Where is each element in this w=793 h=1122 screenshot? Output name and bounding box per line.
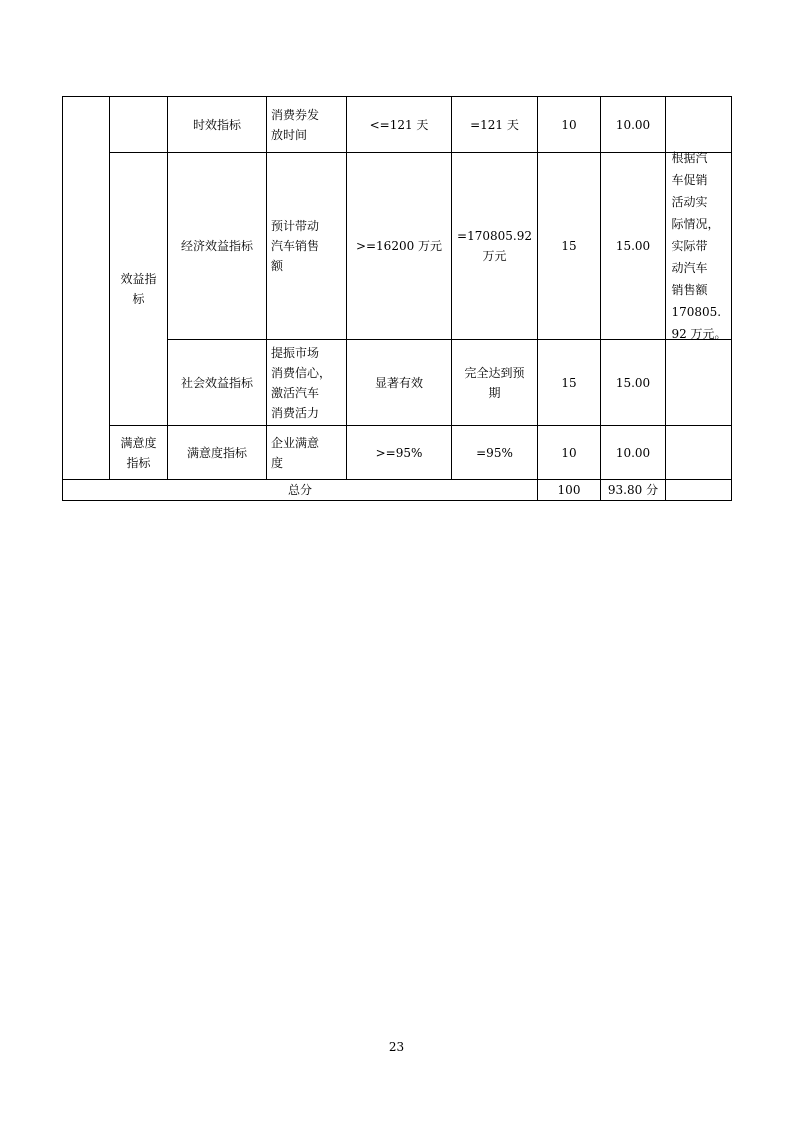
economic-weight-cell: 15 — [537, 152, 601, 340]
timeliness-target-cell: <=121 天 — [346, 96, 452, 153]
timeliness-score-cell: 10.00 — [600, 96, 666, 153]
timeliness-indicator-cell: 时效指标 — [167, 96, 267, 153]
total-score-cell: 93.80 分 — [600, 479, 666, 501]
timeliness-weight-cell: 10 — [537, 96, 601, 153]
page-number: 23 — [388, 1040, 405, 1054]
economic-actual-cell: =170805.92 万元 — [451, 152, 538, 340]
benefit-category-cell: 效益指 标 — [109, 152, 168, 426]
satisfaction-category-cell: 满意度 指标 — [109, 425, 168, 480]
social-weight-cell: 15 — [537, 339, 601, 426]
timeliness-metric-cell: 消费券发 放时间 — [266, 96, 347, 153]
economic-target-cell: >=16200 万元 — [346, 152, 452, 340]
total-label-cell: 总分 — [62, 479, 538, 501]
economic-note-cell: 根据汽 车促销 活动实 际情况， 实际带 动汽车 销售额 170805. 92 万元。 — [665, 152, 732, 340]
satisfaction-target-cell: >=95% — [346, 425, 452, 480]
satisfaction-actual-cell: =95% — [451, 425, 538, 480]
economic-indicator-cell: 经济效益指标 — [167, 152, 267, 340]
social-target-cell: 显著有效 — [346, 339, 452, 426]
satisfaction-score-cell: 10.00 — [600, 425, 666, 480]
economic-score-cell: 15.00 — [600, 152, 666, 340]
social-indicator-cell: 社会效益指标 — [167, 339, 267, 426]
satisfaction-indicator-cell: 满意度指标 — [167, 425, 267, 480]
social-metric-cell: 提振市场 消费信心， 激活汽车 消费活力 — [266, 339, 347, 426]
total-note-cell — [665, 479, 732, 501]
social-note-cell — [665, 339, 732, 426]
social-score-cell: 15.00 — [600, 339, 666, 426]
satisfaction-metric-cell: 企业满意 度 — [266, 425, 347, 480]
economic-metric-cell: 预计带动 汽车销售 额 — [266, 152, 347, 340]
satisfaction-weight-cell: 10 — [537, 425, 601, 480]
timeliness-note-cell — [665, 96, 732, 153]
satisfaction-note-cell — [665, 425, 732, 480]
timeliness-actual-cell: =121 天 — [451, 96, 538, 153]
social-actual-cell: 完全达到预 期 — [451, 339, 538, 426]
timeliness-category-cell — [109, 96, 168, 153]
outer-category-cell — [62, 96, 110, 480]
total-weight-cell: 100 — [537, 479, 601, 501]
